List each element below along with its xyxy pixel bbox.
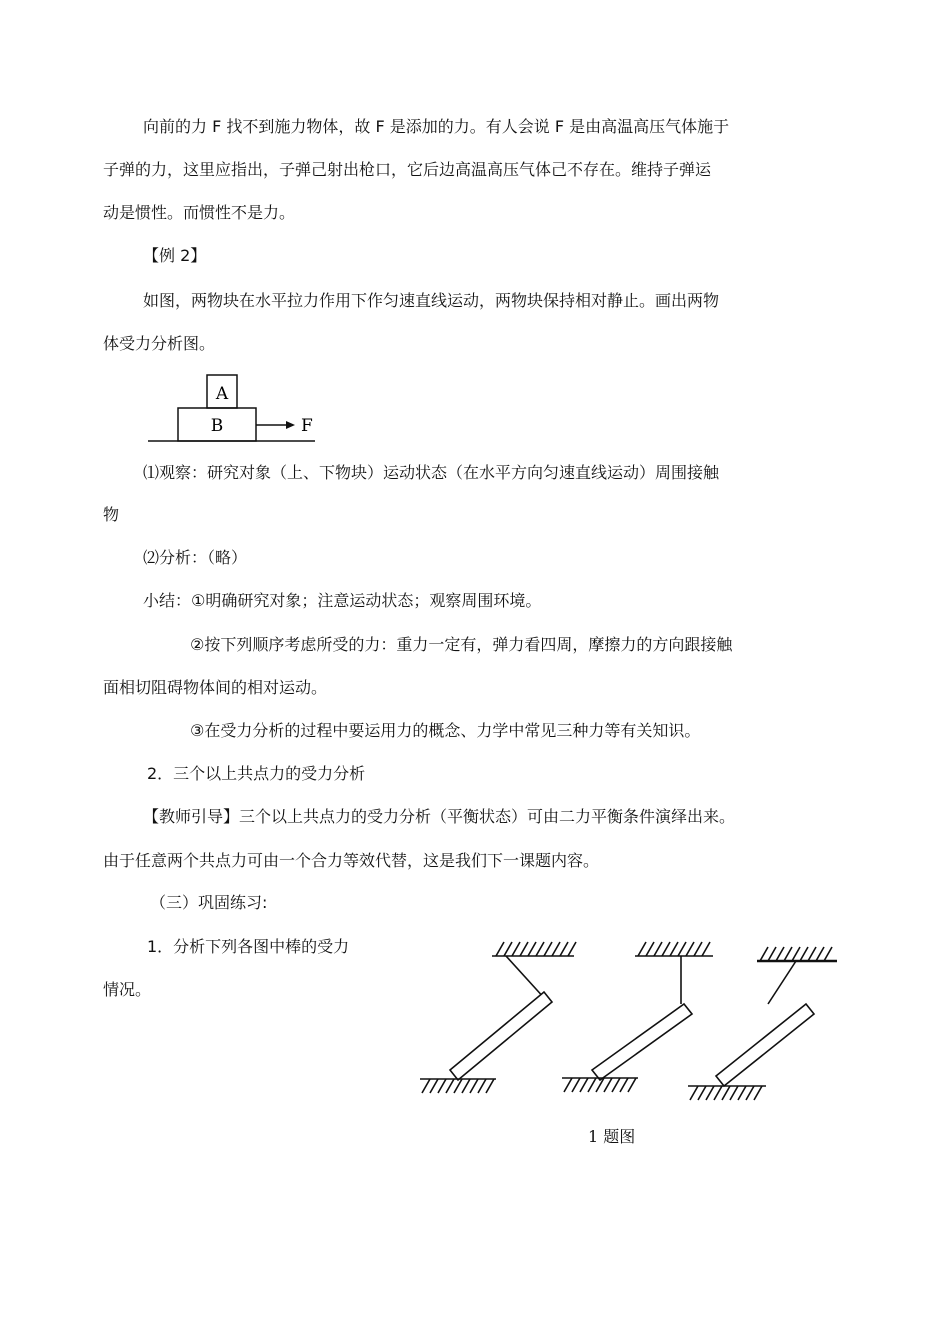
paragraph-line: 如图，两物块在水平拉力作用下作匀速直线运动，两物块保持相对静止。画出两物	[143, 291, 720, 310]
paragraph-line: 子弹的力，这里应指出，子弹己射出枪口，它后边高温高压气体己不存在。维持子弹运	[103, 160, 712, 179]
paragraph-line: 情况。	[103, 980, 152, 999]
force-arrow-head	[286, 421, 295, 429]
ceiling-hatch	[638, 942, 710, 956]
block-b-label: B	[210, 416, 224, 436]
rod	[592, 1004, 692, 1080]
force-label: F	[301, 416, 313, 436]
rod-figure-1	[420, 942, 576, 1093]
paragraph-line: 由于任意两个共点力可由一个合力等效代替，这是我们下一课题内容。	[103, 851, 600, 870]
floor-hatch	[422, 1079, 494, 1093]
rope	[506, 956, 546, 1000]
example-heading: 【例 2】	[143, 246, 207, 265]
paragraph-line: ⑵分析：（略）	[143, 548, 248, 567]
floor-hatch	[690, 1086, 762, 1100]
paragraph-line: 体受力分析图。	[103, 334, 216, 353]
figure-caption: 1 题图	[588, 1127, 636, 1146]
block-a-label: A	[215, 384, 229, 404]
rods-diagram	[410, 930, 850, 1110]
blocks-diagram	[145, 372, 325, 452]
section-heading: （三）巩固练习:	[150, 893, 268, 912]
paragraph-line: 【教师引导】三个以上共点力的受力分析（平衡状态）可由二力平衡条件演绎出来。	[143, 807, 736, 826]
rod-figure-2	[562, 942, 713, 1092]
rod-figure-3	[688, 947, 837, 1100]
ceiling-hatch	[496, 942, 576, 956]
rod	[450, 992, 552, 1080]
paragraph-line: 物	[103, 505, 120, 524]
paragraph-line: 向前的力 F 找不到施力物体，故 F 是添加的力。有人会说 F 是由高温高压气体施于	[143, 117, 730, 136]
paragraph-line: ②按下列顺序考虑所受的力：重力一定有，弹力看四周，摩擦力的方向跟接触	[190, 635, 733, 654]
paragraph-line: ③在受力分析的过程中要运用力的概念、力学中常见三种力等有关知识。	[190, 721, 701, 740]
paragraph-line: ⑴观察：研究对象（上、下物块）运动状态（在水平方向匀速直线运动）周围接触	[143, 463, 720, 482]
section-heading: 2．三个以上共点力的受力分析	[147, 764, 366, 783]
paragraph-line: 1．分析下列各图中棒的受力	[147, 937, 350, 956]
paragraph-line: 小结：①明确研究对象；注意运动状态；观察周围环境。	[143, 591, 542, 610]
paragraph-line: 动是惯性。而惯性不是力。	[103, 203, 296, 222]
rod	[716, 1004, 814, 1086]
ceiling-hatch	[760, 947, 832, 961]
paragraph-line: 面相切阻碍物体间的相对运动。	[103, 678, 328, 697]
rope	[768, 961, 796, 1004]
